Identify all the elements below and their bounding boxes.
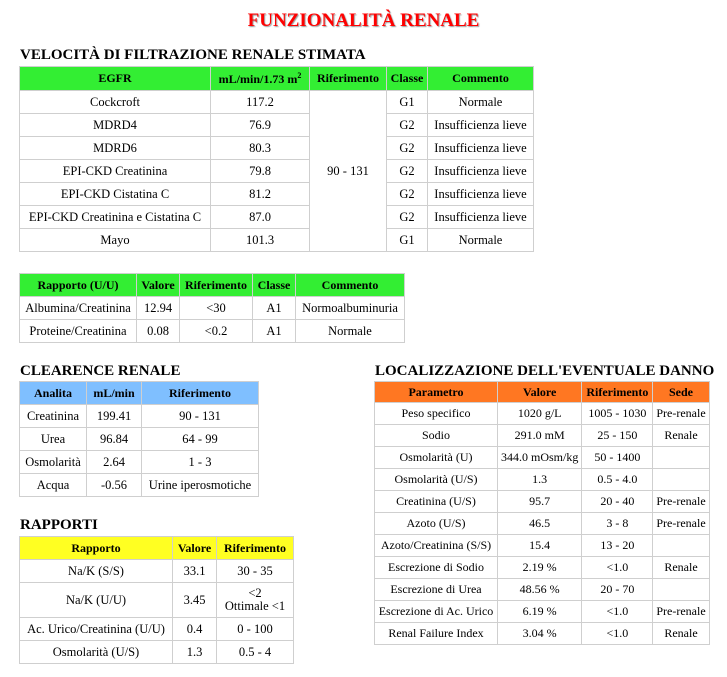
egfr-table (19, 66, 534, 252)
table-row: Osmolarità (U/S) 1.3 0.5 - 4 (20, 641, 293, 663)
table-row: Mayo 101.3 G1 Normale (20, 229, 533, 251)
egfr-col-ref: Riferimento (310, 67, 386, 90)
table-row: EPI-CKD Creatinina 79.8 G2 Insufficienza lieve (20, 160, 533, 182)
rapporti-table (19, 536, 294, 664)
uu-col-ref: Riferimento (180, 274, 252, 296)
table-row: Albumina/Creatinina 12.94 <30 A1 Normoalbuminuria (20, 297, 404, 319)
uu-col-comment: Commento (296, 274, 404, 296)
danno-col-site: Sede (653, 382, 708, 402)
table-row: Urea 96.84 64 - 99 (20, 428, 258, 450)
rapporti-col-ref: Riferimento (217, 537, 293, 559)
table-row: Azoto/Creatinina (S/S) 15.4 13 - 20 (375, 535, 709, 556)
rapporti-heading: RAPPORTI (20, 517, 98, 533)
table-row: Escrezione di Ac. Urico 6.19 % <1.0 Pre-renale (375, 601, 709, 622)
clearance-col-name: Analita (20, 382, 86, 404)
table-row: Azoto (U/S) 46.5 3 - 8 Pre-renale (375, 513, 709, 534)
table-row: EPI-CKD Cistatina C 81.2 G2 Insufficienza lieve (20, 183, 533, 205)
danno-heading: LOCALIZZAZIONE DELL'EVENTUALE DANNO (375, 363, 715, 379)
uu-ratio-table (19, 273, 405, 343)
table-row: EPI-CKD Creatinina e Cistatina C 87.0 G2 Insufficienza lieve (20, 206, 533, 228)
table-row: Osmolarità 2.64 1 - 3 (20, 451, 258, 473)
table-row: MDRD4 76.9 G2 Insufficienza lieve (20, 114, 533, 136)
table-row: Cockcroft 117.2 90 - 131 G1 Normale (20, 91, 533, 113)
uu-col-name: Rapporto (U/U) (20, 274, 136, 296)
clearance-col-unit: mL/min (87, 382, 141, 404)
table-row: Proteine/Creatinina 0.08 <0.2 A1 Normale (20, 320, 404, 342)
table-row: Osmolarità (U) 344.0 mOsm/kg 50 - 1400 (375, 447, 709, 468)
rapporti-col-name: Rapporto (20, 537, 172, 559)
danno-col-value: Valore (498, 382, 581, 402)
egfr-heading: VELOCITÀ DI FILTRAZIONE RENALE STIMATA (20, 47, 366, 63)
clearance-heading: CLEARENCE RENALE (20, 363, 181, 379)
table-row: Creatinina (U/S) 95.7 20 - 40 Pre-renale (375, 491, 709, 512)
table-row: Acqua -0.56 Urine iperosmotiche (20, 474, 258, 496)
table-row: Na/K (S/S) 33.1 30 - 35 (20, 560, 293, 582)
danno-col-ref: Riferimento (582, 382, 652, 402)
page-title: FUNZIONALITÀ RENALE (247, 10, 480, 31)
clearance-col-ref: Riferimento (142, 382, 258, 404)
table-row: Osmolarità (U/S) 1.3 0.5 - 4.0 (375, 469, 709, 490)
table-row: Renal Failure Index 3.04 % <1.0 Renale (375, 623, 709, 644)
table-row: Na/K (U/U) 3.45 <2 Ottimale <1 (20, 583, 293, 617)
egfr-col-unit: mL/min/1.73 $m^2$ (211, 67, 309, 90)
egfr-reference: 90 - 131 (310, 91, 386, 251)
uu-col-class: Classe (253, 274, 295, 296)
uu-col-value: Valore (137, 274, 179, 296)
table-row: Sodio 291.0 mM 25 - 150 Renale (375, 425, 709, 446)
table-row: Escrezione di Urea 48.56 % 20 - 70 (375, 579, 709, 600)
egfr-col-name: EGFR (20, 67, 210, 90)
table-row: MDRD6 80.3 G2 Insufficienza lieve (20, 137, 533, 159)
danno-col-name: Parametro (375, 382, 497, 402)
table-row: Ac. Urico/Creatinina (U/U) 0.4 0 - 100 (20, 618, 293, 640)
egfr-col-class: Classe (387, 67, 427, 90)
table-row: Escrezione di Sodio 2.19 % <1.0 Renale (375, 557, 709, 578)
rapporti-col-value: Valore (173, 537, 216, 559)
table-row: Peso specifico 1020 g/L 1005 - 1030 Pre-renale (375, 403, 709, 424)
table-row: Creatinina 199.41 90 - 131 (20, 405, 258, 427)
clearance-table (19, 381, 259, 497)
danno-table (374, 381, 710, 645)
egfr-col-comment: Commento (428, 67, 533, 90)
